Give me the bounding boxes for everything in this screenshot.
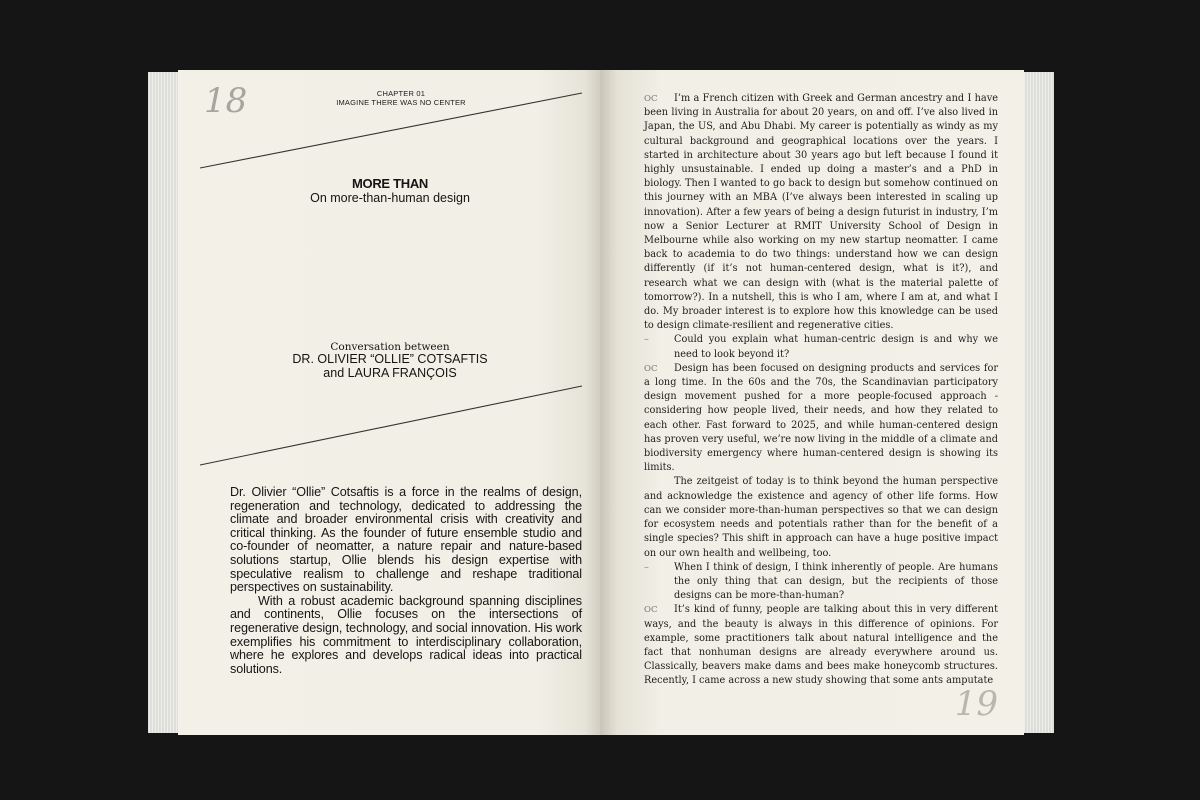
- answer-paragraph: OC I’m a French citizen with Greek and German ancestry and I have been living in Australia for about 20 years, on and off. I’ve also lived in Japan, the US, and Abu Dhabi. My career is potentially as windy as my cultural background and geographical locations over the years. I started in architecture about 30 years ago but left because I found it highly unsustainable. I ended up doing a master’s and a PhD in biology. Then I wanted to go back to design but somehow continued on this journey with an MBA (I’ve always been interested in scaling up innovation). After a few years of being a design futurist in industry, I’m now a Senior Lecturer at RMIT University School of Design in Melbourne while also working on my new startup neomatter. I came back to academia to do two things: understand how we can design differently (if it’s not human-centered design, what is it?), and research what we can design with (what is the material palette of tomorrow?). In a nutshell, this is who I am, where I am at, and what I do. My broader interest is to explore how this knowledge can be used to design climate-resilient and regenerative cities.: [644, 93, 998, 332]
- question-marker: –: [644, 334, 649, 346]
- conversation-names: [178, 352, 602, 380]
- answer-paragraph: OC Design has been focused on designing products and services for a long time. In the 60s and the 70s, the Scandinavian participatory design movement pushed for a more people-focused approach - considering how people lived, their needs, and how they related to each other. Fast forward to 2025, and while human-centered design has proven very useful, we’re now living in the middle of a climate and biodiversity emergency where human-centered design is showing its limits.: [644, 362, 998, 474]
- chapter-title: IMAGINE THERE WAS NO CENTER: [336, 98, 466, 107]
- bio-text: [230, 486, 582, 676]
- answer-paragraph: The zeitgeist of today is to think beyond the human perspective and acknowledge the existence and agency of other life forms. How can we consider more-than-human perspectives so that we can design for ecosystem needs and potentials rather than for the benefit of a single species? This shift in approach can have a huge positive impact on our own health and wellbeing, too.: [644, 476, 998, 559]
- answer-paragraph: OC It’s kind of funny, people are talking about this in very different ways, and the beauty is always in this difference of opinions. For example, some practitioners talk about natural intelligence and the fact that nonhuman designs are already everywhere around us. Classically, beavers make dams and bees make honeycomb structures. Recently, I came across a new study showing that some ants amputate: [644, 604, 998, 687]
- article-subtitle: On more-than-human design: [310, 191, 470, 205]
- bio-paragraph: With a robust academic background spanning disciplines and continents, Ollie focuses on the intersections of regenerative design, technology, and social innovation. His work exemplifies his commitment to interdisciplinary collaboration, where he explores and develops radical ideas into practical solutions.: [230, 593, 582, 676]
- page-number-right: 19: [954, 684, 998, 724]
- left-page: [178, 70, 602, 735]
- question-paragraph: – Could you explain what human-centric design is and why we need to look beyond it?: [644, 334, 998, 360]
- question-paragraph: – When I think of design, I think inherently of people. Are humans the only thing that can design, but the recipients of those designs can be more-than-human?: [644, 561, 998, 602]
- conversation-label: Conversation between: [330, 341, 450, 353]
- interview-text: [644, 92, 998, 689]
- speaker-initials: OC: [644, 363, 658, 374]
- right-page: [600, 70, 1024, 735]
- chapter-label: CHAPTER 01: [376, 89, 426, 98]
- names-line-2: and LAURA FRANÇOIS: [323, 366, 457, 380]
- speaker-initials: OC: [644, 605, 658, 616]
- diagonal-rules: [178, 70, 602, 490]
- speaker-initials: OC: [644, 94, 658, 104]
- diagonal-rule-bottom: [200, 386, 582, 465]
- open-book: [148, 70, 1054, 735]
- page-edges-right: [1020, 72, 1054, 733]
- bio-paragraph: Dr. Olivier “Ollie” Cotsaftis is a force in the realms of design, regeneration and technology, dedicated to addressing the climate and broader environmental crisis with creativity and critical thinking. As the founder of future ensemble studio and co-founder of neomatter, a nature repair and nature-based solutions startup, Ollie blends his design expertise with speculative realism to challenge and reshape traditional perspectives on sustainability.: [230, 485, 582, 595]
- page-number-left: 18: [204, 81, 248, 121]
- diagonal-rule-top: [200, 93, 582, 168]
- names-line-1: DR. OLIVIER “OLLIE” COTSAFTIS: [292, 352, 488, 366]
- question-marker: –: [644, 561, 649, 573]
- article-title: MORE THAN: [351, 176, 429, 191]
- page-edges-left: [148, 72, 182, 733]
